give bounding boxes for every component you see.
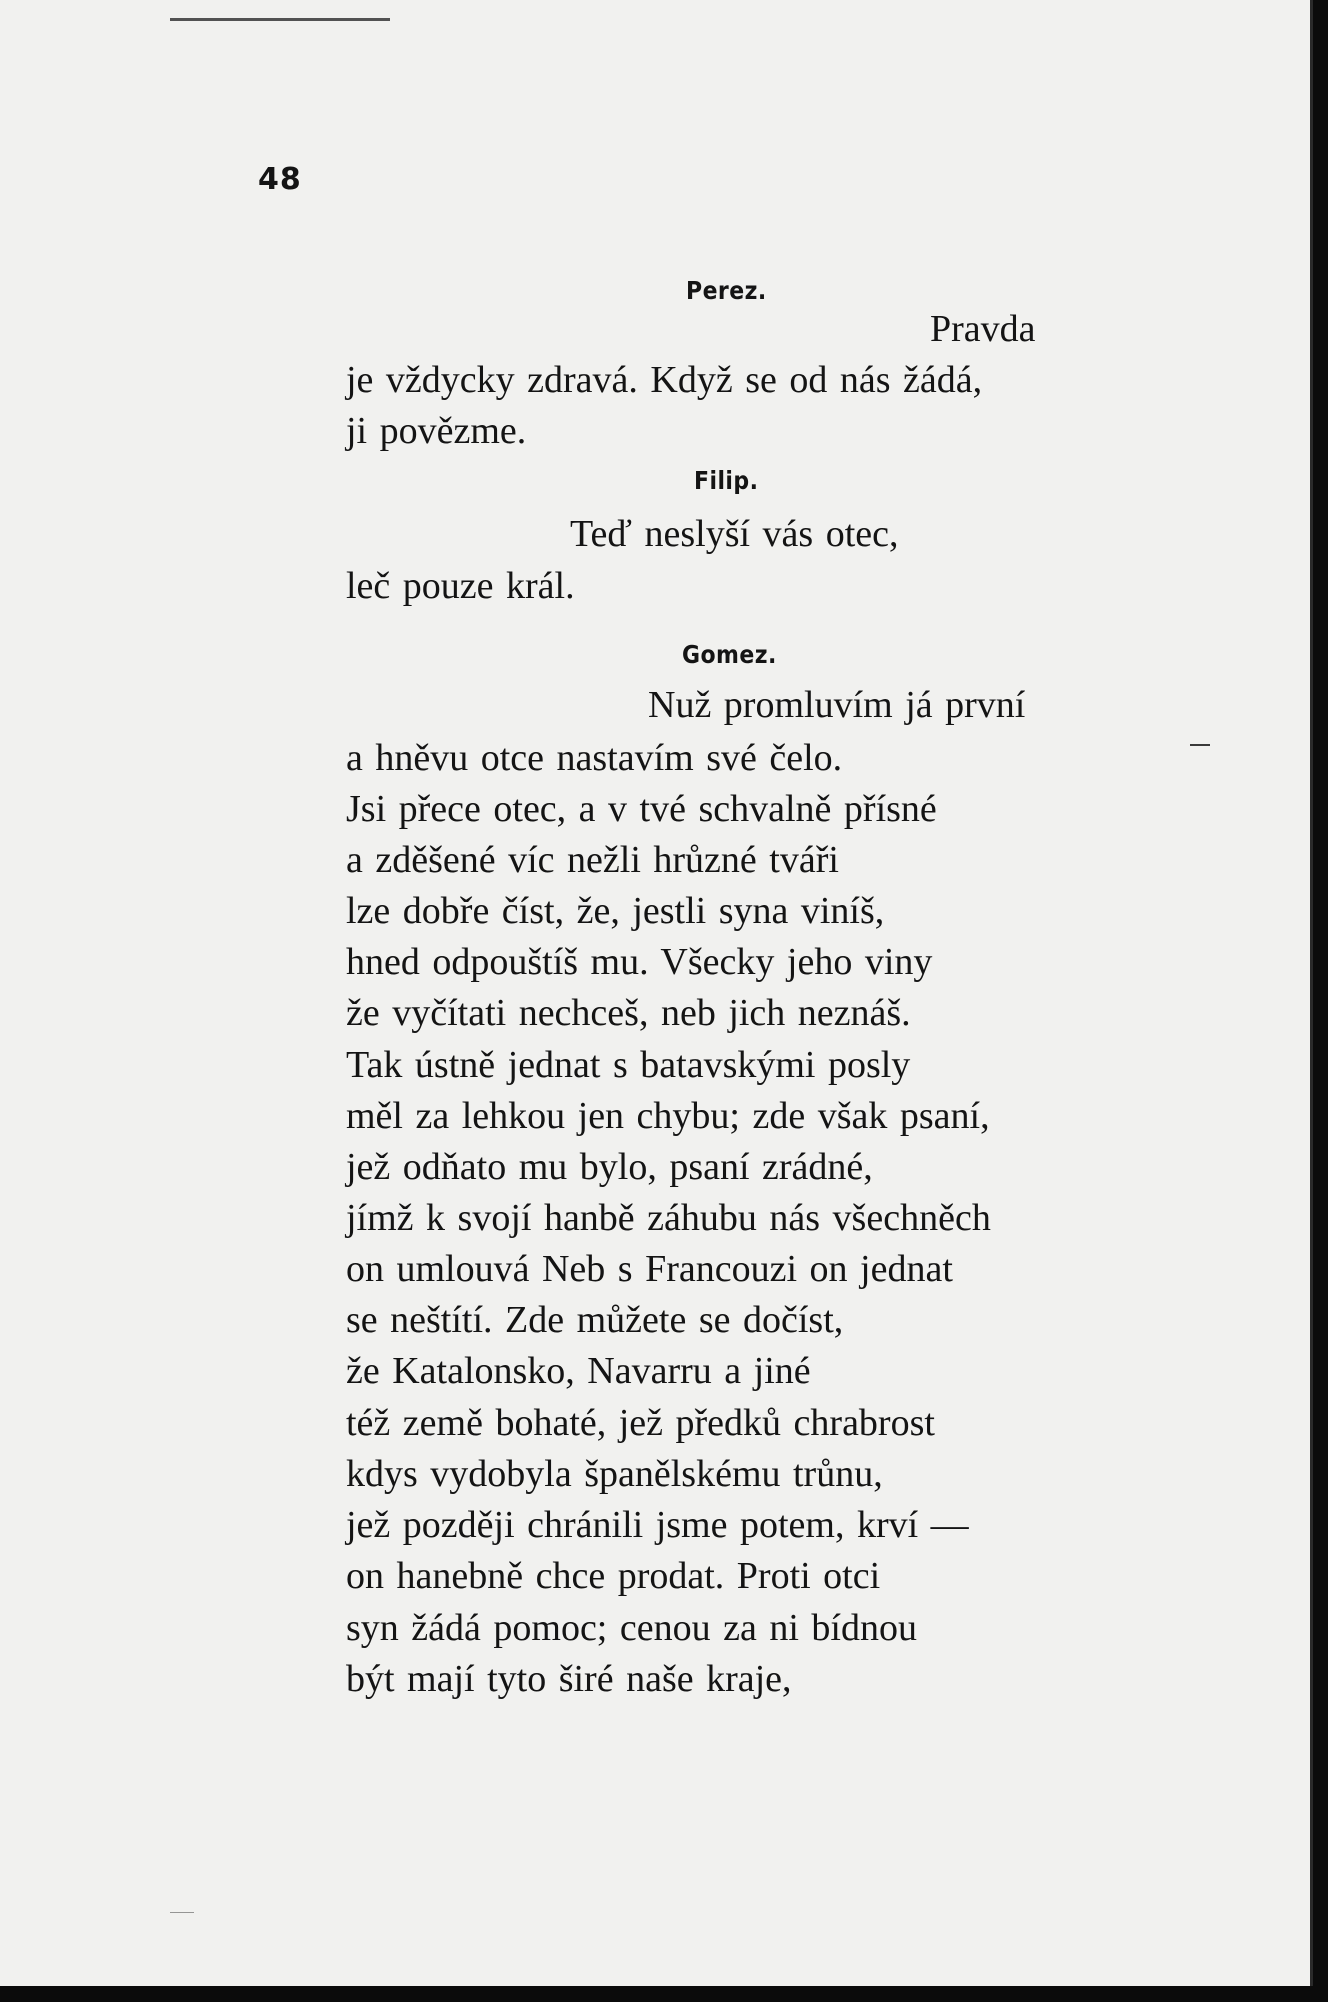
verse-line: hned odpouštíš mu. Všecky jeho viny <box>346 941 933 983</box>
verse-line: syn žádá pomoc; cenou za ni bídnou <box>346 1607 917 1649</box>
scan-speck <box>1190 744 1210 746</box>
verse-line: Nuž promluvím já první <box>648 684 1026 726</box>
scan-speck <box>170 1912 194 1913</box>
verse-line: též země bohaté, jež předků chrabrost <box>346 1402 935 1444</box>
verse-line: Tak ústně jednat s batavskými posly <box>346 1044 911 1086</box>
verse-line: měl za lehkou jen chybu; zde však psaní, <box>346 1095 990 1137</box>
verse-line: být mají tyto širé naše kraje, <box>346 1658 792 1700</box>
verse-line: a zděšené víc nežli hrůzné tváři <box>346 839 839 881</box>
verse-line: on hanebně chce prodat. Proti otci <box>346 1555 881 1597</box>
verse-line: lze dobře číst, že, jestli syna viníš, <box>346 890 885 932</box>
verse-line: Teď neslyší vás otec, <box>570 513 899 555</box>
verse-line: že vyčítati nechceš, neb jich neznáš. <box>346 992 911 1034</box>
speaker-gomez: Gomez. <box>682 640 777 669</box>
page-number: 48 <box>258 162 302 197</box>
scan-edge-mark <box>170 18 390 21</box>
verse-line: jímž k svojí hanbě záhubu nás všechněch <box>346 1197 991 1239</box>
verse-line: jež odňato mu bylo, psaní zrádné, <box>346 1146 873 1188</box>
verse-line: se neštítí. Zde můžete se dočíst, <box>346 1299 844 1341</box>
verse-line: Pravda <box>930 308 1036 350</box>
speaker-perez: Perez. <box>686 276 767 305</box>
speaker-filip: Filip. <box>694 466 759 495</box>
verse-line: jež později chránili jsme potem, krví — <box>346 1504 969 1546</box>
verse-line: ji povězme. <box>346 410 527 452</box>
verse-line: že Katalonsko, Navarru a jiné <box>346 1350 811 1392</box>
verse-line: Jsi přece otec, a v tvé schvalně přísné <box>346 788 937 830</box>
verse-line: je vždycky zdravá. Když se od nás žádá, <box>346 359 983 401</box>
verse-line: leč pouze král. <box>346 565 575 607</box>
verse-line: on umlouvá Neb s Francouzi on jednat <box>346 1248 953 1290</box>
verse-line: kdys vydobyla španělskému trůnu, <box>346 1453 883 1495</box>
verse-line: a hněvu otce nastavím své čelo. <box>346 737 843 779</box>
